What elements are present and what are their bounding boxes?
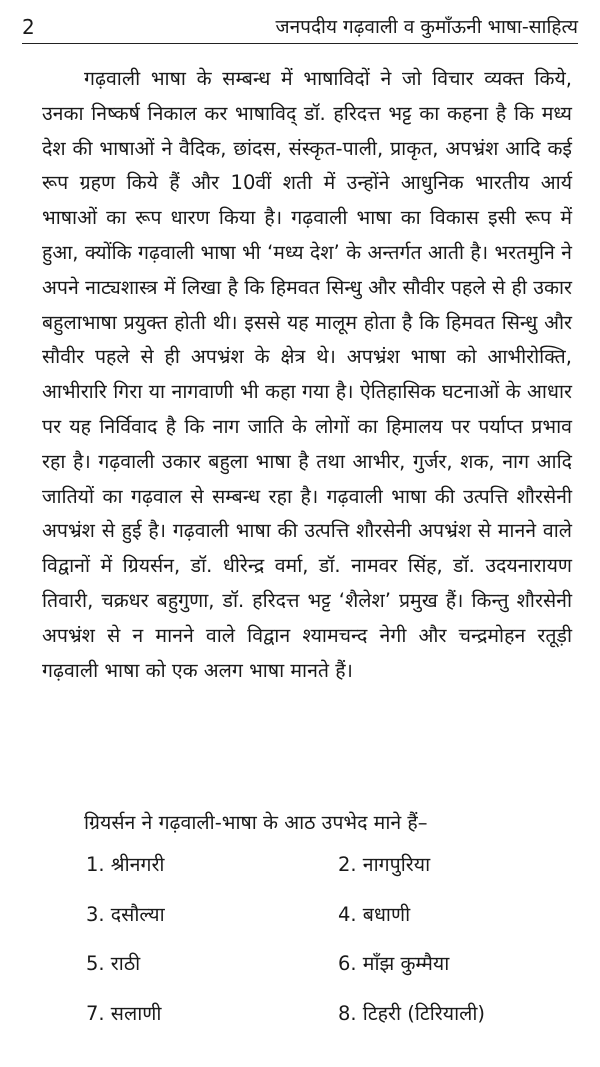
dialect-item: 4. बधाणी [338,902,411,926]
running-title: जनपदीय गढ़वाली व कुमाँऊनी भाषा-साहित्य [275,16,578,38]
dialect-item: 2. नागपुरिया [338,853,431,876]
dialect-list-intro: ग्रियर्सन ने गढ़वाली-भाषा के आठ उपभेद माने हैं– [84,811,428,834]
dialect-item: 1. श्रीनगरी [86,853,165,876]
dialect-item: 8. टिहरी (टिरियाली) [338,1001,486,1025]
dialect-item: 6. माँझ कुम्मैया [338,952,450,975]
page-header [22,10,578,44]
dialect-item: 5. राठी [86,952,141,975]
dialect-item: 7. सलाणी [86,1001,162,1025]
page-number: 2 [22,15,35,39]
main-paragraph: गढ़वाली भाषा के सम्बन्ध में भाषाविदों ने जो विचार व्यक्त किये, उनका निष्कर्ष निकाल कर भाषाविद् डॉ. हरिदत्त भट्ट का कहना है कि मध्य देश की भाषाओं ने वैदिक, छांदस, संस्कृत-पाली, प्राकृत, अपभ्रंश आदि कई रूप ग्रहण किये हैं और 10वीं शती में उन्होंने आधुनिक भारतीय आर्य भाषाओं का रूप धारण किया है। गढ़वाली भाषा का विकास इसी रूप में हुआ, क्योंकि गढ़वाली भाषा भी ‘मध्य देश’ के अन्तर्गत आती है। भरतमुनि ने अपने नाट्यशास्त्र में लिखा है कि हिमवत सिन्धु और सौवीर पहले से ही उकार बहुलाभाषा प्रयुक्त होती थी। इससे यह मालूम होता है कि हिमवत सिन्धु और सौवीर पहले से ही अपभ्रंश के क्षेत्र थे। अपभ्रंश भाषा को आभीरोक्ति, आभीरारि गिरा या नागवाणी भी कहा गया है। ऐतिहासिक घटनाओं के आधार पर यह निर्विवाद है कि नाग जाति के लोगों का हिमालय पर पर्याप्त प्रभाव रहा है। गढ़वाली उकार बहुला भाषा है तथा आभीर, गुर्जर, शक, नाग आदि जातियों का गढ़वाल से सम्बन्ध रहा है। गढ़वाली भाषा की उत्पत्ति शौरसेनी अपभ्रंश से हुई है। गढ़वाली भाषा की उत्पत्ति शौरसेनी अपभ्रंश से मानने वाले विद्वानों में ग्रियर्सन, डॉ. धीरेन्द्र वर्मा, डॉ. नामवर सिंह, डॉ. उदयनारायण तिवारी, चक्रधर बहुगुणा, डॉ. हरिदत्त भट्ट ‘शैलेश’ प्रमुख हैं। किन्तु शौरसेनी अपभ्रंश से न मानने वाले विद्वान श्यामचन्द नेगी और चन्द्रमोहन रतूड़ी गढ़वाली भाषा को एक अलग भाषा मानते हैं। [42,67,572,682]
dialect-item: 3. दसौल्या [86,902,165,926]
dialect-list [86,840,566,1038]
